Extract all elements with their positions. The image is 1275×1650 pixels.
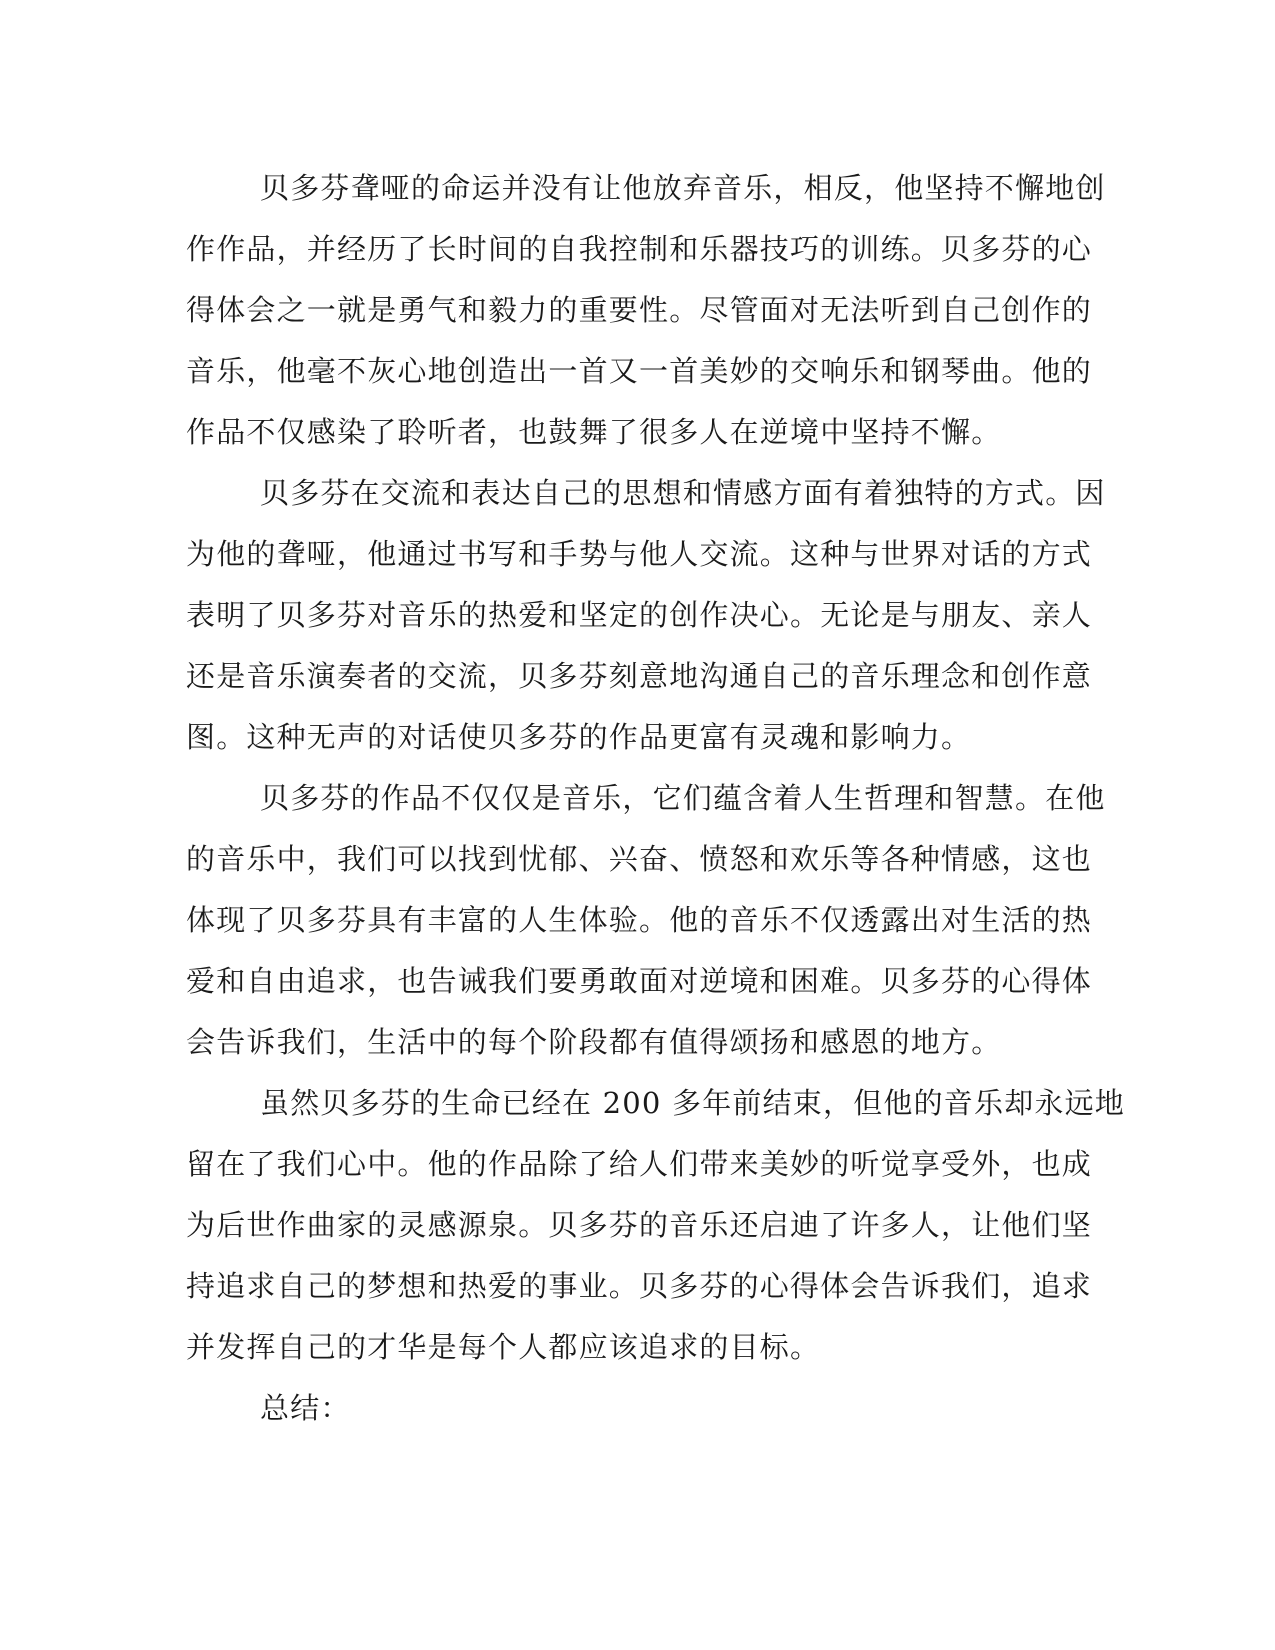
paragraph-line: 为他的聋哑，他通过书写和手势与他人交流。这种与世界对话的方式 bbox=[186, 537, 1093, 571]
paragraph-line: 爱和自由追求，也告诫我们要勇敢面对逆境和困难。贝多芬的心得体 bbox=[186, 964, 1093, 998]
paragraph-4 bbox=[186, 1073, 1125, 1378]
paragraph-line: 贝多芬聋哑的命运并没有让他放弃音乐，相反，他坚持不懈地创 bbox=[260, 171, 1106, 205]
paragraph-line: 贝多芬在交流和表达自己的思想和情感方面有着独特的方式。因 bbox=[260, 476, 1106, 510]
paragraph-line: 会告诉我们，生活中的每个阶段都有值得颂扬和感恩的地方。 bbox=[186, 1025, 1002, 1059]
paragraph-line: 作作品，并经历了长时间的自我控制和乐器技巧的训练。贝多芬的心 bbox=[186, 232, 1093, 266]
paragraph-line: 为后世作曲家的灵感源泉。贝多芬的音乐还启迪了许多人，让他们坚 bbox=[186, 1208, 1093, 1242]
paragraph-3 bbox=[186, 768, 1106, 1073]
paragraph-2 bbox=[186, 463, 1106, 768]
paragraph-line: 还是音乐演奏者的交流，贝多芬刻意地沟通自己的音乐理念和创作意 bbox=[186, 659, 1093, 693]
paragraph-line: 持追求自己的梦想和热爱的事业。贝多芬的心得体会告诉我们，追求 bbox=[186, 1269, 1093, 1303]
paragraph-1 bbox=[186, 158, 1106, 463]
paragraph-line: 并发挥自己的才华是每个人都应该追求的目标。 bbox=[186, 1330, 821, 1364]
paragraph-line: 图。这种无声的对话使贝多芬的作品更富有灵魂和影响力。 bbox=[186, 720, 972, 754]
paragraph-line: 体现了贝多芬具有丰富的人生体验。他的音乐不仅透露出对生活的热 bbox=[186, 903, 1093, 937]
paragraph-line: 虽然贝多芬的生命已经在 200 多年前结束，但他的音乐却永远地 bbox=[260, 1086, 1125, 1120]
paragraph-line: 得体会之一就是勇气和毅力的重要性。尽管面对无法听到自己创作的 bbox=[186, 293, 1093, 327]
paragraph-line: 音乐，他毫不灰心地创造出一首又一首美妙的交响乐和钢琴曲。他的 bbox=[186, 354, 1093, 388]
paragraph-line: 贝多芬的作品不仅仅是音乐，它们蕴含着人生哲理和智慧。在他 bbox=[260, 781, 1106, 815]
paragraph-line: 留在了我们心中。他的作品除了给人们带来美妙的听觉享受外，也成 bbox=[186, 1147, 1093, 1181]
paragraph-line: 作品不仅感染了聆听者，也鼓舞了很多人在逆境中坚持不懈。 bbox=[186, 415, 1002, 449]
document-body bbox=[186, 158, 1125, 1439]
summary-heading: 总结： bbox=[260, 1391, 351, 1425]
paragraph-line: 表明了贝多芬对音乐的热爱和坚定的创作决心。无论是与朋友、亲人 bbox=[186, 598, 1093, 632]
paragraph-line: 的音乐中，我们可以找到忧郁、兴奋、愤怒和欢乐等各种情感，这也 bbox=[186, 842, 1093, 876]
paragraph-5-summary-heading bbox=[186, 1378, 1066, 1439]
